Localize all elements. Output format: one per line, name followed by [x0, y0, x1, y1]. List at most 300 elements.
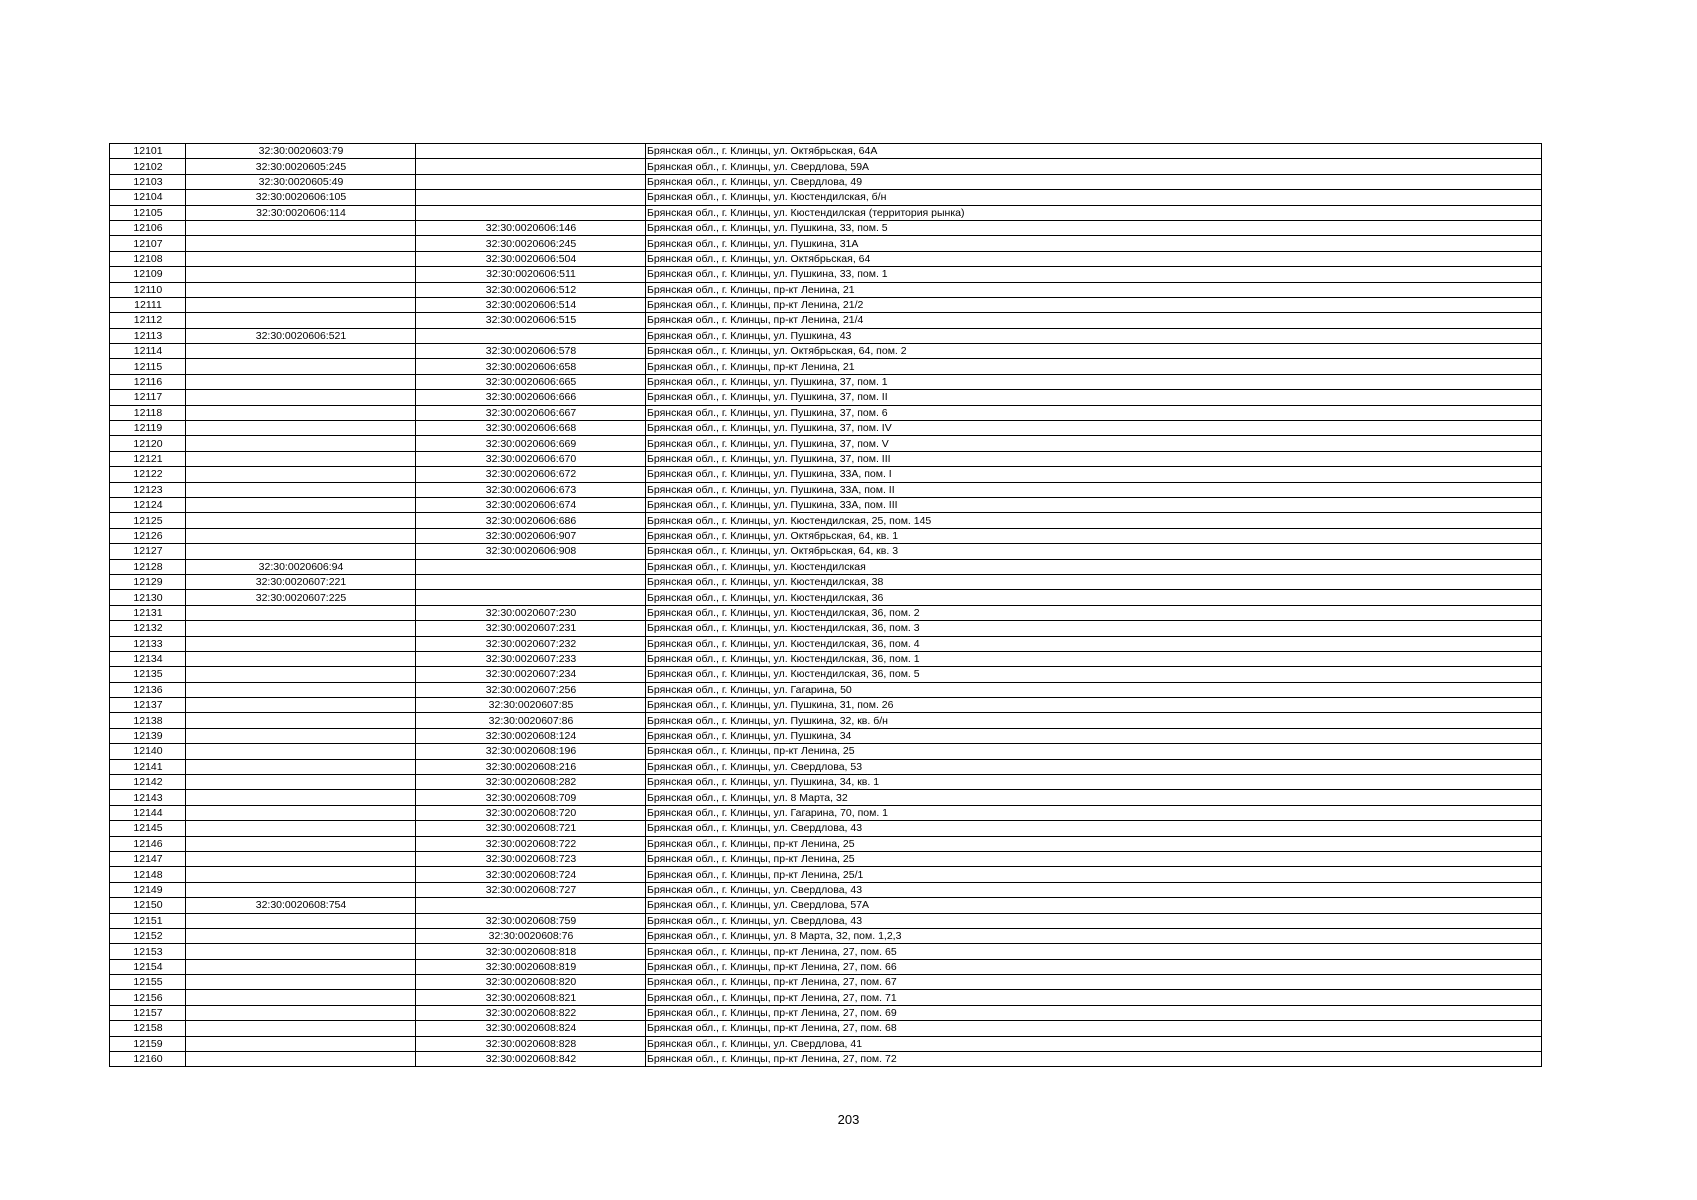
address-cell: Брянская обл., г. Клинцы, ул. Свердлова, 43: [646, 821, 1542, 836]
address-cell: Брянская обл., г. Клинцы, ул. Кюстендилская, 36, пом. 5: [646, 667, 1542, 682]
cadastral-number-cell: [186, 497, 416, 512]
building-cadastral-number-cell: 32:30:0020606:146: [416, 220, 646, 235]
building-cadastral-number-cell: 32:30:0020606:512: [416, 282, 646, 297]
table-row: [110, 913, 1542, 928]
building-cadastral-number-cell: 32:30:0020606:578: [416, 344, 646, 359]
cadastral-number-cell: [186, 236, 416, 251]
building-cadastral-number-cell: 32:30:0020608:720: [416, 805, 646, 820]
cadastral-number-cell: 32:30:0020608:754: [186, 898, 416, 913]
building-cadastral-number-cell: 32:30:0020608:842: [416, 1052, 646, 1067]
address-cell: Брянская обл., г. Клинцы, ул. Кюстендилская, 36, пом. 4: [646, 636, 1542, 651]
row-number-cell: 12155: [110, 975, 186, 990]
address-cell: Брянская обл., г. Клинцы, пр-кт Ленина, 21/4: [646, 313, 1542, 328]
cadastral-number-cell: [186, 805, 416, 820]
row-number-cell: 12111: [110, 297, 186, 312]
building-cadastral-number-cell: 32:30:0020607:231: [416, 621, 646, 636]
address-cell: Брянская обл., г. Клинцы, ул. Кюстендилская: [646, 559, 1542, 574]
address-cell: Брянская обл., г. Клинцы, ул. Пушкина, 37, пом. 1: [646, 374, 1542, 389]
table-row: [110, 944, 1542, 959]
address-cell: Брянская обл., г. Клинцы, ул. Пушкина, 33А, пом. I: [646, 467, 1542, 482]
row-number-cell: 12101: [110, 144, 186, 159]
address-cell: Брянская обл., г. Клинцы, ул. 8 Марта, 32: [646, 790, 1542, 805]
address-cell: Брянская обл., г. Клинцы, ул. Свердлова, 41: [646, 1036, 1542, 1051]
row-number-cell: 12109: [110, 267, 186, 282]
address-cell: Брянская обл., г. Клинцы, ул. Пушкина, 33, пом. 5: [646, 220, 1542, 235]
row-number-cell: 12150: [110, 898, 186, 913]
cadastral-number-cell: [186, 1036, 416, 1051]
table-row: [110, 328, 1542, 343]
row-number-cell: 12156: [110, 990, 186, 1005]
row-number-cell: 12152: [110, 928, 186, 943]
table-row: [110, 928, 1542, 943]
row-number-cell: 12114: [110, 344, 186, 359]
address-cell: Брянская обл., г. Клинцы, пр-кт Ленина, 21: [646, 282, 1542, 297]
building-cadastral-number-cell: 32:30:0020608:727: [416, 882, 646, 897]
table-row: [110, 313, 1542, 328]
address-cell: Брянская обл., г. Клинцы, ул. Октябрьская, 64А: [646, 144, 1542, 159]
address-cell: Брянская обл., г. Клинцы, ул. Пушкина, 33А, пом. II: [646, 482, 1542, 497]
row-number-cell: 12123: [110, 482, 186, 497]
table-row: [110, 882, 1542, 897]
address-cell: Брянская обл., г. Клинцы, ул. Пушкина, 37, пом. IV: [646, 421, 1542, 436]
table-row: [110, 267, 1542, 282]
building-cadastral-number-cell: 32:30:0020606:665: [416, 374, 646, 389]
building-cadastral-number-cell: 32:30:0020606:908: [416, 544, 646, 559]
table-row: [110, 821, 1542, 836]
building-cadastral-number-cell: 32:30:0020606:673: [416, 482, 646, 497]
cadastral-number-cell: [186, 713, 416, 728]
table-row: [110, 651, 1542, 666]
row-number-cell: 12115: [110, 359, 186, 374]
table-row: [110, 482, 1542, 497]
address-cell: Брянская обл., г. Клинцы, ул. Пушкина, 33, пом. 1: [646, 267, 1542, 282]
row-number-cell: 12151: [110, 913, 186, 928]
address-cell: Брянская обл., г. Клинцы, ул. Пушкина, 33А, пом. III: [646, 497, 1542, 512]
address-cell: Брянская обл., г. Клинцы, пр-кт Ленина, 27, пом. 67: [646, 975, 1542, 990]
row-number-cell: 12120: [110, 436, 186, 451]
building-cadastral-number-cell: 32:30:0020606:667: [416, 405, 646, 420]
address-cell: Брянская обл., г. Клинцы, пр-кт Ленина, 27, пом. 72: [646, 1052, 1542, 1067]
building-cadastral-number-cell: 32:30:0020608:723: [416, 851, 646, 866]
building-cadastral-number-cell: 32:30:0020607:232: [416, 636, 646, 651]
building-cadastral-number-cell: 32:30:0020608:124: [416, 728, 646, 743]
cadastral-number-cell: 32:30:0020603:79: [186, 144, 416, 159]
cadastral-number-cell: 32:30:0020606:521: [186, 328, 416, 343]
building-cadastral-number-cell: 32:30:0020606:245: [416, 236, 646, 251]
building-cadastral-number-cell: 32:30:0020606:672: [416, 467, 646, 482]
table-row: [110, 220, 1542, 235]
address-cell: Брянская обл., г. Клинцы, ул. Кюстендилская, 36, пом. 1: [646, 651, 1542, 666]
address-cell: Брянская обл., г. Клинцы, пр-кт Ленина, 25/1: [646, 867, 1542, 882]
address-cell: Брянская обл., г. Клинцы, ул. Октябрьская, 64: [646, 251, 1542, 266]
building-cadastral-number-cell: 32:30:0020606:504: [416, 251, 646, 266]
cadastral-number-cell: [186, 1052, 416, 1067]
cadastral-number-cell: [186, 867, 416, 882]
address-cell: Брянская обл., г. Клинцы, пр-кт Ленина, 27, пом. 68: [646, 1021, 1542, 1036]
table-row: [110, 1036, 1542, 1051]
address-cell: Брянская обл., г. Клинцы, ул. Октябрьская, 64, кв. 3: [646, 544, 1542, 559]
building-cadastral-number-cell: 32:30:0020606:907: [416, 528, 646, 543]
cadastral-number-cell: [186, 1005, 416, 1020]
cadastral-number-cell: [186, 251, 416, 266]
cadastral-number-cell: 32:30:0020607:225: [186, 590, 416, 605]
table-row: [110, 759, 1542, 774]
building-cadastral-number-cell: 32:30:0020608:822: [416, 1005, 646, 1020]
row-number-cell: 12140: [110, 744, 186, 759]
cadastral-number-cell: [186, 651, 416, 666]
cadastral-number-cell: [186, 682, 416, 697]
address-cell: Брянская обл., г. Клинцы, ул. Кюстендилская, 36, пом. 2: [646, 605, 1542, 620]
building-cadastral-number-cell: 32:30:0020608:818: [416, 944, 646, 959]
row-number-cell: 12103: [110, 174, 186, 189]
cadastral-number-cell: [186, 851, 416, 866]
building-cadastral-number-cell: [416, 590, 646, 605]
row-number-cell: 12127: [110, 544, 186, 559]
row-number-cell: 12153: [110, 944, 186, 959]
cadastral-number-cell: [186, 282, 416, 297]
table-row: [110, 467, 1542, 482]
cadastral-number-cell: [186, 759, 416, 774]
address-cell: Брянская обл., г. Клинцы, ул. Кюстендилская, 36: [646, 590, 1542, 605]
table-row: [110, 805, 1542, 820]
cadastral-number-cell: 32:30:0020607:221: [186, 574, 416, 589]
building-cadastral-number-cell: 32:30:0020606:668: [416, 421, 646, 436]
row-number-cell: 12154: [110, 959, 186, 974]
building-cadastral-number-cell: 32:30:0020608:196: [416, 744, 646, 759]
building-cadastral-number-cell: 32:30:0020608:819: [416, 959, 646, 974]
building-cadastral-number-cell: 32:30:0020606:686: [416, 513, 646, 528]
cadastral-number-cell: [186, 421, 416, 436]
cadastral-number-cell: [186, 698, 416, 713]
table-row: [110, 297, 1542, 312]
address-cell: Брянская обл., г. Клинцы, ул. Кюстендилская, б/н: [646, 190, 1542, 205]
address-cell: Брянская обл., г. Клинцы, ул. Гагарина, 50: [646, 682, 1542, 697]
table-row: [110, 867, 1542, 882]
building-cadastral-number-cell: 32:30:0020608:216: [416, 759, 646, 774]
table-row: [110, 698, 1542, 713]
address-cell: Брянская обл., г. Клинцы, пр-кт Ленина, 27, пом. 66: [646, 959, 1542, 974]
cadastral-number-cell: [186, 297, 416, 312]
address-cell: Брянская обл., г. Клинцы, пр-кт Ленина, 27, пом. 69: [646, 1005, 1542, 1020]
cadastral-number-cell: 32:30:0020605:49: [186, 174, 416, 189]
building-cadastral-number-cell: 32:30:0020608:759: [416, 913, 646, 928]
building-cadastral-number-cell: [416, 205, 646, 220]
row-number-cell: 12106: [110, 220, 186, 235]
row-number-cell: 12135: [110, 667, 186, 682]
building-cadastral-number-cell: 32:30:0020608:721: [416, 821, 646, 836]
table-row: [110, 282, 1542, 297]
cadastral-number-cell: [186, 975, 416, 990]
address-cell: Брянская обл., г. Клинцы, ул. Пушкина, 34, кв. 1: [646, 775, 1542, 790]
table-row: [110, 421, 1542, 436]
table-row: [110, 775, 1542, 790]
cadastral-number-cell: [186, 405, 416, 420]
cadastral-number-cell: [186, 220, 416, 235]
row-number-cell: 12110: [110, 282, 186, 297]
row-number-cell: 12118: [110, 405, 186, 420]
building-cadastral-number-cell: 32:30:0020608:722: [416, 836, 646, 851]
row-number-cell: 12108: [110, 251, 186, 266]
address-cell: Брянская обл., г. Клинцы, ул. Пушкина, 32, кв. б/н: [646, 713, 1542, 728]
cadastral-number-cell: 32:30:0020606:114: [186, 205, 416, 220]
table-row: [110, 728, 1542, 743]
building-cadastral-number-cell: 32:30:0020606:511: [416, 267, 646, 282]
building-cadastral-number-cell: 32:30:0020606:658: [416, 359, 646, 374]
address-cell: Брянская обл., г. Клинцы, пр-кт Ленина, 27, пом. 65: [646, 944, 1542, 959]
row-number-cell: 12158: [110, 1021, 186, 1036]
address-cell: Брянская обл., г. Клинцы, ул. Гагарина, 70, пом. 1: [646, 805, 1542, 820]
table-row: [110, 159, 1542, 174]
building-cadastral-number-cell: 32:30:0020607:256: [416, 682, 646, 697]
table-row: [110, 790, 1542, 805]
address-cell: Брянская обл., г. Клинцы, пр-кт Ленина, 25: [646, 836, 1542, 851]
cadastral-number-cell: [186, 359, 416, 374]
cadastral-number-cell: [186, 836, 416, 851]
row-number-cell: 12121: [110, 451, 186, 466]
cadastral-number-cell: [186, 467, 416, 482]
building-cadastral-number-cell: 32:30:0020608:724: [416, 867, 646, 882]
cadastral-number-cell: [186, 775, 416, 790]
cadastral-number-cell: [186, 944, 416, 959]
address-cell: Брянская обл., г. Клинцы, ул. Пушкина, 43: [646, 328, 1542, 343]
cadastral-number-cell: [186, 313, 416, 328]
building-cadastral-number-cell: [416, 144, 646, 159]
table-row: [110, 851, 1542, 866]
table-row: [110, 898, 1542, 913]
cadastral-number-cell: [186, 605, 416, 620]
building-cadastral-number-cell: [416, 328, 646, 343]
building-cadastral-number-cell: 32:30:0020607:233: [416, 651, 646, 666]
table-row: [110, 436, 1542, 451]
address-cell: Брянская обл., г. Клинцы, пр-кт Ленина, 27, пом. 71: [646, 990, 1542, 1005]
row-number-cell: 12136: [110, 682, 186, 697]
cadastral-number-cell: [186, 928, 416, 943]
row-number-cell: 12116: [110, 374, 186, 389]
table-row: [110, 1021, 1542, 1036]
table-row: [110, 513, 1542, 528]
address-cell: Брянская обл., г. Клинцы, ул. 8 Марта, 32, пом. 1,2,3: [646, 928, 1542, 943]
cadastral-number-cell: [186, 790, 416, 805]
building-cadastral-number-cell: [416, 159, 646, 174]
table-row: [110, 1052, 1542, 1067]
address-cell: Брянская обл., г. Клинцы, ул. Свердлова, 57А: [646, 898, 1542, 913]
building-cadastral-number-cell: 32:30:0020606:514: [416, 297, 646, 312]
row-number-cell: 12138: [110, 713, 186, 728]
cadastral-number-cell: [186, 744, 416, 759]
row-number-cell: 12102: [110, 159, 186, 174]
row-number-cell: 12148: [110, 867, 186, 882]
cadastral-number-cell: [186, 1021, 416, 1036]
row-number-cell: 12128: [110, 559, 186, 574]
table-row: [110, 605, 1542, 620]
building-cadastral-number-cell: 32:30:0020608:824: [416, 1021, 646, 1036]
building-cadastral-number-cell: [416, 574, 646, 589]
table-row: [110, 344, 1542, 359]
table-row: [110, 574, 1542, 589]
row-number-cell: 12125: [110, 513, 186, 528]
row-number-cell: 12117: [110, 390, 186, 405]
table-row: [110, 205, 1542, 220]
row-number-cell: 12130: [110, 590, 186, 605]
table-row: [110, 744, 1542, 759]
row-number-cell: 12113: [110, 328, 186, 343]
row-number-cell: 12133: [110, 636, 186, 651]
row-number-cell: 12144: [110, 805, 186, 820]
row-number-cell: 12141: [110, 759, 186, 774]
table-row: [110, 836, 1542, 851]
row-number-cell: 12129: [110, 574, 186, 589]
address-cell: Брянская обл., г. Клинцы, ул. Пушкина, 37, пом. 6: [646, 405, 1542, 420]
table-row: [110, 667, 1542, 682]
row-number-cell: 12119: [110, 421, 186, 436]
row-number-cell: 12159: [110, 1036, 186, 1051]
cadastral-number-cell: [186, 374, 416, 389]
row-number-cell: 12139: [110, 728, 186, 743]
cadastral-number-cell: [186, 528, 416, 543]
cadastral-number-cell: 32:30:0020605:245: [186, 159, 416, 174]
cadastral-number-cell: [186, 913, 416, 928]
address-cell: Брянская обл., г. Клинцы, ул. Свердлова, 53: [646, 759, 1542, 774]
table-row: [110, 682, 1542, 697]
cadastral-number-cell: [186, 636, 416, 651]
cadastral-number-cell: [186, 544, 416, 559]
cadastral-number-cell: [186, 344, 416, 359]
table-row: [110, 1005, 1542, 1020]
table-row: [110, 544, 1542, 559]
address-cell: Брянская обл., г. Клинцы, ул. Кюстендилская, 25, пом. 145: [646, 513, 1542, 528]
cadastral-number-cell: [186, 436, 416, 451]
row-number-cell: 12124: [110, 497, 186, 512]
page-number: 203: [837, 1112, 860, 1127]
cadastral-number-cell: [186, 882, 416, 897]
cadastral-number-cell: [186, 482, 416, 497]
row-number-cell: 12143: [110, 790, 186, 805]
building-cadastral-number-cell: 32:30:0020608:828: [416, 1036, 646, 1051]
building-cadastral-number-cell: 32:30:0020606:666: [416, 390, 646, 405]
building-cadastral-number-cell: 32:30:0020606:670: [416, 451, 646, 466]
table-row: [110, 236, 1542, 251]
cadastral-number-cell: [186, 667, 416, 682]
cadastral-number-cell: 32:30:0020606:105: [186, 190, 416, 205]
row-number-cell: 12137: [110, 698, 186, 713]
cadastral-number-cell: [186, 513, 416, 528]
table-row: [110, 390, 1542, 405]
building-cadastral-number-cell: 32:30:0020607:85: [416, 698, 646, 713]
address-cell: Брянская обл., г. Клинцы, ул. Октябрьская, 64, пом. 2: [646, 344, 1542, 359]
row-number-cell: 12131: [110, 605, 186, 620]
cadastral-number-cell: [186, 451, 416, 466]
cadastral-number-cell: [186, 821, 416, 836]
table-row: [110, 497, 1542, 512]
building-cadastral-number-cell: 32:30:0020606:515: [416, 313, 646, 328]
address-cell: Брянская обл., г. Клинцы, ул. Кюстендилская, 38: [646, 574, 1542, 589]
table-row: [110, 144, 1542, 159]
cadastral-number-cell: [186, 990, 416, 1005]
row-number-cell: 12147: [110, 851, 186, 866]
row-number-cell: 12105: [110, 205, 186, 220]
table-row: [110, 559, 1542, 574]
cadastral-number-cell: [186, 390, 416, 405]
table-row: [110, 621, 1542, 636]
address-cell: Брянская обл., г. Клинцы, пр-кт Ленина, 21: [646, 359, 1542, 374]
table-row: [110, 359, 1542, 374]
cadastral-number-cell: [186, 959, 416, 974]
row-number-cell: 12157: [110, 1005, 186, 1020]
row-number-cell: 12160: [110, 1052, 186, 1067]
building-cadastral-number-cell: 32:30:0020608:282: [416, 775, 646, 790]
table-row: [110, 959, 1542, 974]
registry-table: [109, 143, 1542, 1067]
row-number-cell: 12112: [110, 313, 186, 328]
address-cell: Брянская обл., г. Клинцы, пр-кт Ленина, 25: [646, 851, 1542, 866]
cadastral-number-cell: [186, 267, 416, 282]
address-cell: Брянская обл., г. Клинцы, ул. Пушкина, 34: [646, 728, 1542, 743]
address-cell: Брянская обл., г. Клинцы, ул. Свердлова, 49: [646, 174, 1542, 189]
table-row: [110, 990, 1542, 1005]
address-cell: Брянская обл., г. Клинцы, ул. Октябрьская, 64, кв. 1: [646, 528, 1542, 543]
row-number-cell: 12149: [110, 882, 186, 897]
building-cadastral-number-cell: 32:30:0020608:820: [416, 975, 646, 990]
row-number-cell: 12104: [110, 190, 186, 205]
row-number-cell: 12107: [110, 236, 186, 251]
row-number-cell: 12126: [110, 528, 186, 543]
cadastral-number-cell: [186, 728, 416, 743]
building-cadastral-number-cell: [416, 190, 646, 205]
building-cadastral-number-cell: 32:30:0020606:669: [416, 436, 646, 451]
table-row: [110, 405, 1542, 420]
address-cell: Брянская обл., г. Клинцы, ул. Пушкина, 31, пом. 26: [646, 698, 1542, 713]
address-cell: Брянская обл., г. Клинцы, ул. Кюстендилская, 36, пом. 3: [646, 621, 1542, 636]
address-cell: Брянская обл., г. Клинцы, ул. Свердлова, 43: [646, 882, 1542, 897]
table-row: [110, 374, 1542, 389]
row-number-cell: 12145: [110, 821, 186, 836]
row-number-cell: 12132: [110, 621, 186, 636]
address-cell: Брянская обл., г. Клинцы, ул. Пушкина, 37, пом. III: [646, 451, 1542, 466]
table-row: [110, 636, 1542, 651]
building-cadastral-number-cell: [416, 559, 646, 574]
cadastral-number-cell: 32:30:0020606:94: [186, 559, 416, 574]
address-cell: Брянская обл., г. Клинцы, пр-кт Ленина, 25: [646, 744, 1542, 759]
building-cadastral-number-cell: 32:30:0020608:709: [416, 790, 646, 805]
table-row: [110, 713, 1542, 728]
building-cadastral-number-cell: 32:30:0020607:234: [416, 667, 646, 682]
table-row: [110, 451, 1542, 466]
registry-table-body: [110, 144, 1542, 1067]
building-cadastral-number-cell: 32:30:0020607:230: [416, 605, 646, 620]
table-row: [110, 251, 1542, 266]
building-cadastral-number-cell: 32:30:0020608:76: [416, 928, 646, 943]
row-number-cell: 12134: [110, 651, 186, 666]
table-row: [110, 975, 1542, 990]
table-row: [110, 190, 1542, 205]
address-cell: Брянская обл., г. Клинцы, ул. Пушкина, 37, пом. II: [646, 390, 1542, 405]
table-row: [110, 528, 1542, 543]
building-cadastral-number-cell: [416, 898, 646, 913]
building-cadastral-number-cell: 32:30:0020607:86: [416, 713, 646, 728]
address-cell: Брянская обл., г. Клинцы, ул. Кюстендилская (территория рынка): [646, 205, 1542, 220]
table-row: [110, 590, 1542, 605]
building-cadastral-number-cell: 32:30:0020608:821: [416, 990, 646, 1005]
address-cell: Брянская обл., г. Клинцы, ул. Свердлова, 59А: [646, 159, 1542, 174]
row-number-cell: 12146: [110, 836, 186, 851]
address-cell: Брянская обл., г. Клинцы, ул. Пушкина, 37, пом. V: [646, 436, 1542, 451]
row-number-cell: 12122: [110, 467, 186, 482]
address-cell: Брянская обл., г. Клинцы, ул. Свердлова, 43: [646, 913, 1542, 928]
table-row: [110, 174, 1542, 189]
address-cell: Брянская обл., г. Клинцы, пр-кт Ленина, 21/2: [646, 297, 1542, 312]
row-number-cell: 12142: [110, 775, 186, 790]
cadastral-number-cell: [186, 621, 416, 636]
